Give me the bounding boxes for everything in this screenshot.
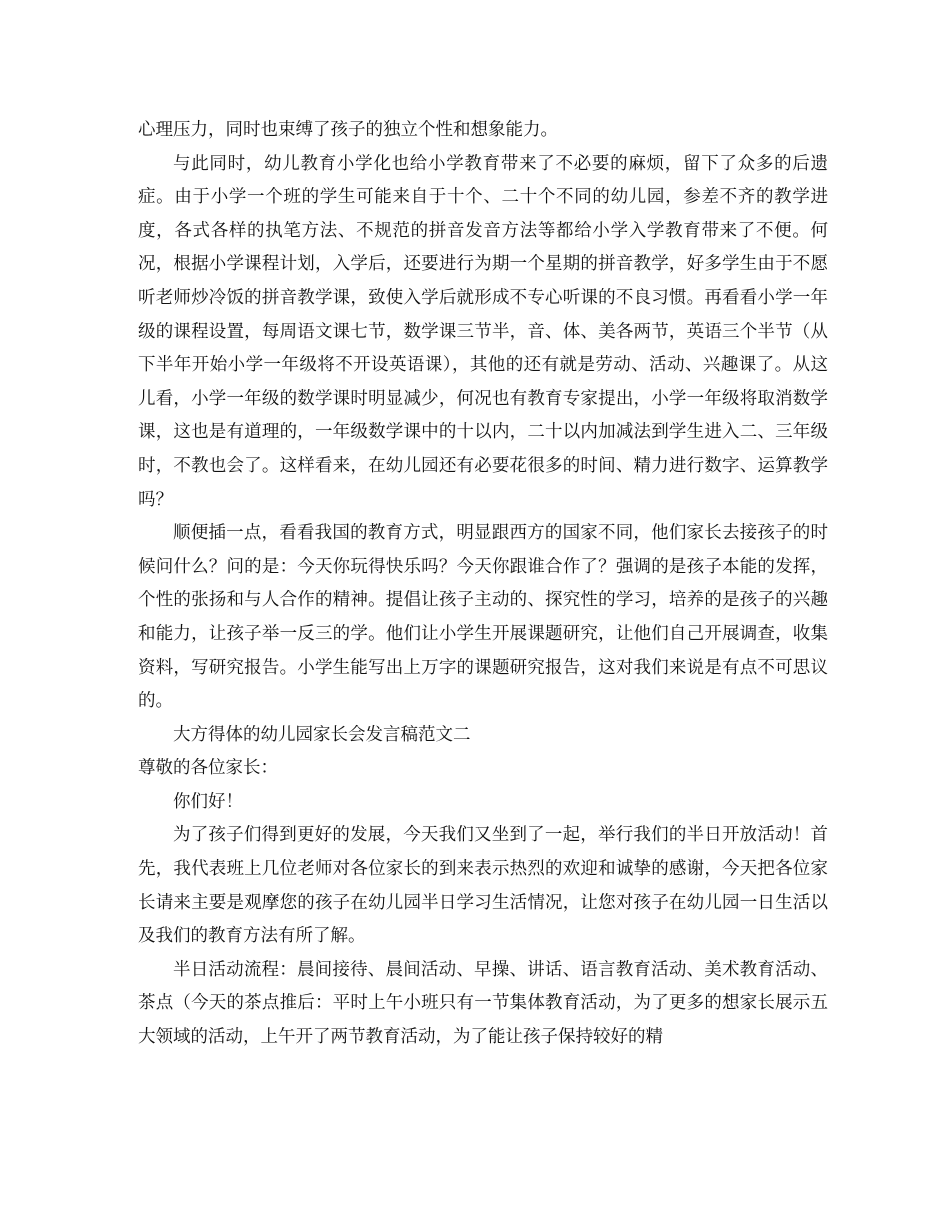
paragraph-continuation: 心理压力，同时也束缚了孩子的独立个性和想象能力。 bbox=[138, 120, 558, 140]
document-body bbox=[138, 114, 828, 1055]
paragraph-activity-schedule: 半日活动流程：晨间接待、晨间活动、早操、讲话、语言教育活动、美术教育活动、茶点（今天的茶点推后：平时上午小班只有一节集体教育活动，为了更多的想家长展示五大领域的活动，上午开了两节教育活动，为了能让孩子保持较好的精 bbox=[138, 959, 828, 1048]
salutation: 尊敬的各位家长： bbox=[138, 758, 278, 779]
section-heading: 大方得体的幼儿园家长会发言稿范文二 bbox=[173, 724, 471, 745]
paragraph-primary-school-burden: 与此同时，幼儿教育小学化也给小学教育带来了不必要的麻烦，留下了众多的后遗症。由于小学一个班的学生可能来自于十个、二十个不同的幼儿园，参差不齐的教学进度，各式各样的执笔方法、不规范的拼音发音方法等都给小学入学教育带来了不便。何况，根据小学课程计划，入学后，还要进行为期一个星期的拼音教学，好多学生由于不愿听老师炒冷饭的拼音教学课，致使入学后就形成不专心听课的不良习惯。再看看小学一年级的课程设置，每周语文课七节，数学课三节半，音、体、美各两节，英语三个半节（从下半年开始小学一年级将不开设英语课），其他的还有就是劳动、活动、兴趣课了。从这儿看，小学一年级的数学课时明显减少，何况也有教育专家提出，小学一年级将取消数学课，这也是有道理的，一年级数学课中的十以内，二十以内加减法到学生进入二、三年级时，不教也会了。这样看来，在幼儿园还有必要花很多的时间、精力进行数字、运算教学吗？ bbox=[138, 153, 828, 510]
paragraph-open-day-intro: 为了孩子们得到更好的发展，今天我们又坐到了一起，举行我们的半日开放活动！首先，我代表班上几位老师对各位家长的到来表示热烈的欢迎和诚挚的感谢，今天把各位家长请来主要是观摩您的孩子在幼儿园半日学习生活情况，让您对孩子在幼儿园一日生活以及我们的教育方法有所了解。 bbox=[138, 825, 828, 947]
paragraph-western-education: 顺便插一点，看看我国的教育方式，明显跟西方的国家不同，他们家长去接孩子的时候问什么？问的是：今天你玩得快乐吗？今天你跟谁合作了？强调的是孩子本能的发挥，个性的张扬和与人合作的精神。提倡让孩子主动的、探究性的学习，培养的是孩子的兴趣和能力，让孩子举一反三的学。他们让小学生开展课题研究，让他们自己开展调查，收集资料，写研究报告。小学生能写出上万字的课题研究报告，这对我们来说是有点不可思议的。 bbox=[138, 523, 828, 712]
greeting: 你们好！ bbox=[173, 791, 243, 812]
